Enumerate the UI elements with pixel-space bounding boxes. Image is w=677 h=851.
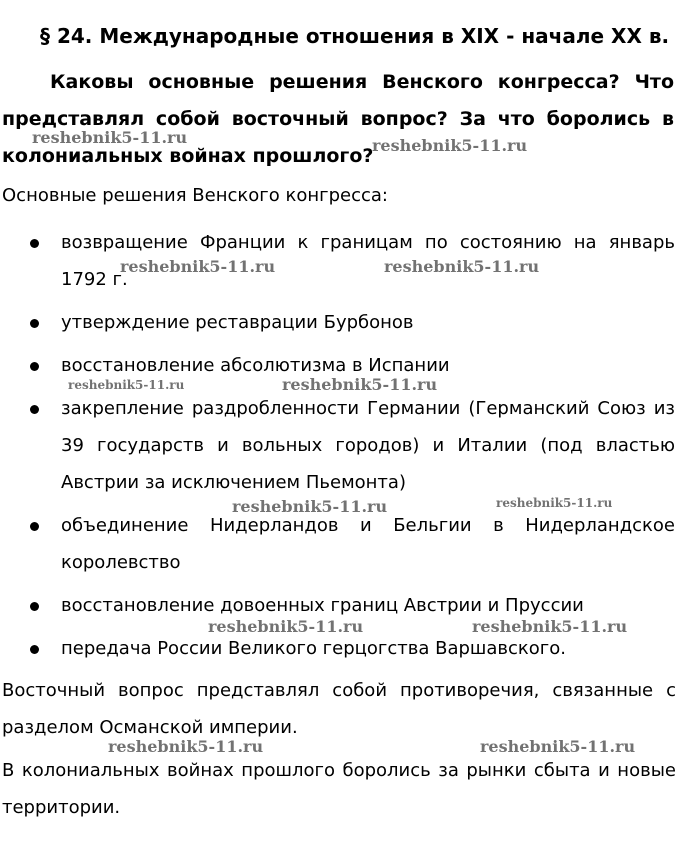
list-item-text: восстановление довоенных границ Австрии и Пруссии (61, 595, 584, 616)
list-item (0, 304, 677, 341)
watermark: reshebnik5-11.ru (372, 136, 528, 155)
list-item (0, 347, 677, 384)
watermark: reshebnik5-11.ru (108, 737, 264, 756)
list-item-text: объединение Нидерландов и Бельгии в Нидерландское королевство (61, 515, 675, 573)
list-item-text: восстановление абсолютизма в Испании (61, 355, 450, 376)
list-item-text: возвращение Франции к границам по состоянию на январь 1792 г. (61, 232, 675, 290)
watermark: reshebnik5-11.ru (68, 378, 185, 392)
watermark: reshebnik5-11.ru (232, 497, 388, 516)
list-item-text: утверждение реставрации Бурбонов (61, 312, 414, 333)
section-title: § 24. Международные отношения в XIX - начале XX в. (40, 24, 670, 48)
bullet-dot (30, 522, 39, 531)
list-item (0, 390, 677, 501)
bullet-dot (30, 602, 39, 611)
watermark: reshebnik5-11.ru (120, 257, 276, 276)
watermark: reshebnik5-11.ru (472, 617, 628, 636)
decisions-list (0, 224, 677, 673)
watermark: reshebnik5-11.ru (480, 737, 636, 756)
watermark: reshebnik5-11.ru (32, 128, 188, 147)
list-item (0, 224, 677, 298)
bullet-dot (30, 319, 39, 328)
list-item (0, 630, 677, 667)
watermark: reshebnik5-11.ru (496, 496, 613, 510)
bullet-dot (30, 645, 39, 654)
bullet-dot (30, 405, 39, 414)
decisions-intro: Основные решения Венского конгресса: (2, 185, 388, 206)
list-item-text: закрепление раздробленности Германии (Германский Союз из 39 государств и вольных городов) и Италии (под властью Австрии за исключением Пьемонта) (61, 398, 675, 493)
list-item (0, 507, 677, 581)
question-text: Каковы основные решения Венского конгресса? Что представлял собой восточный вопрос? За что боролись в колониальных войнах прошлого? (2, 71, 674, 167)
bullet-dot (30, 362, 39, 371)
list-item (0, 587, 677, 624)
watermark: reshebnik5-11.ru (282, 375, 438, 394)
watermark: reshebnik5-11.ru (208, 617, 364, 636)
list-item-text: передача России Великого герцогства Варшавского. (61, 638, 566, 659)
eastern-question-answer: Восточный вопрос представлял собой противоречия, связанные с разделом Османской империи. (2, 680, 676, 738)
colonial-wars-answer: В колониальных войнах прошлого боролись за рынки сбыта и новые территории. (2, 760, 676, 818)
watermark: reshebnik5-11.ru (384, 257, 540, 276)
bullet-dot (30, 239, 39, 248)
